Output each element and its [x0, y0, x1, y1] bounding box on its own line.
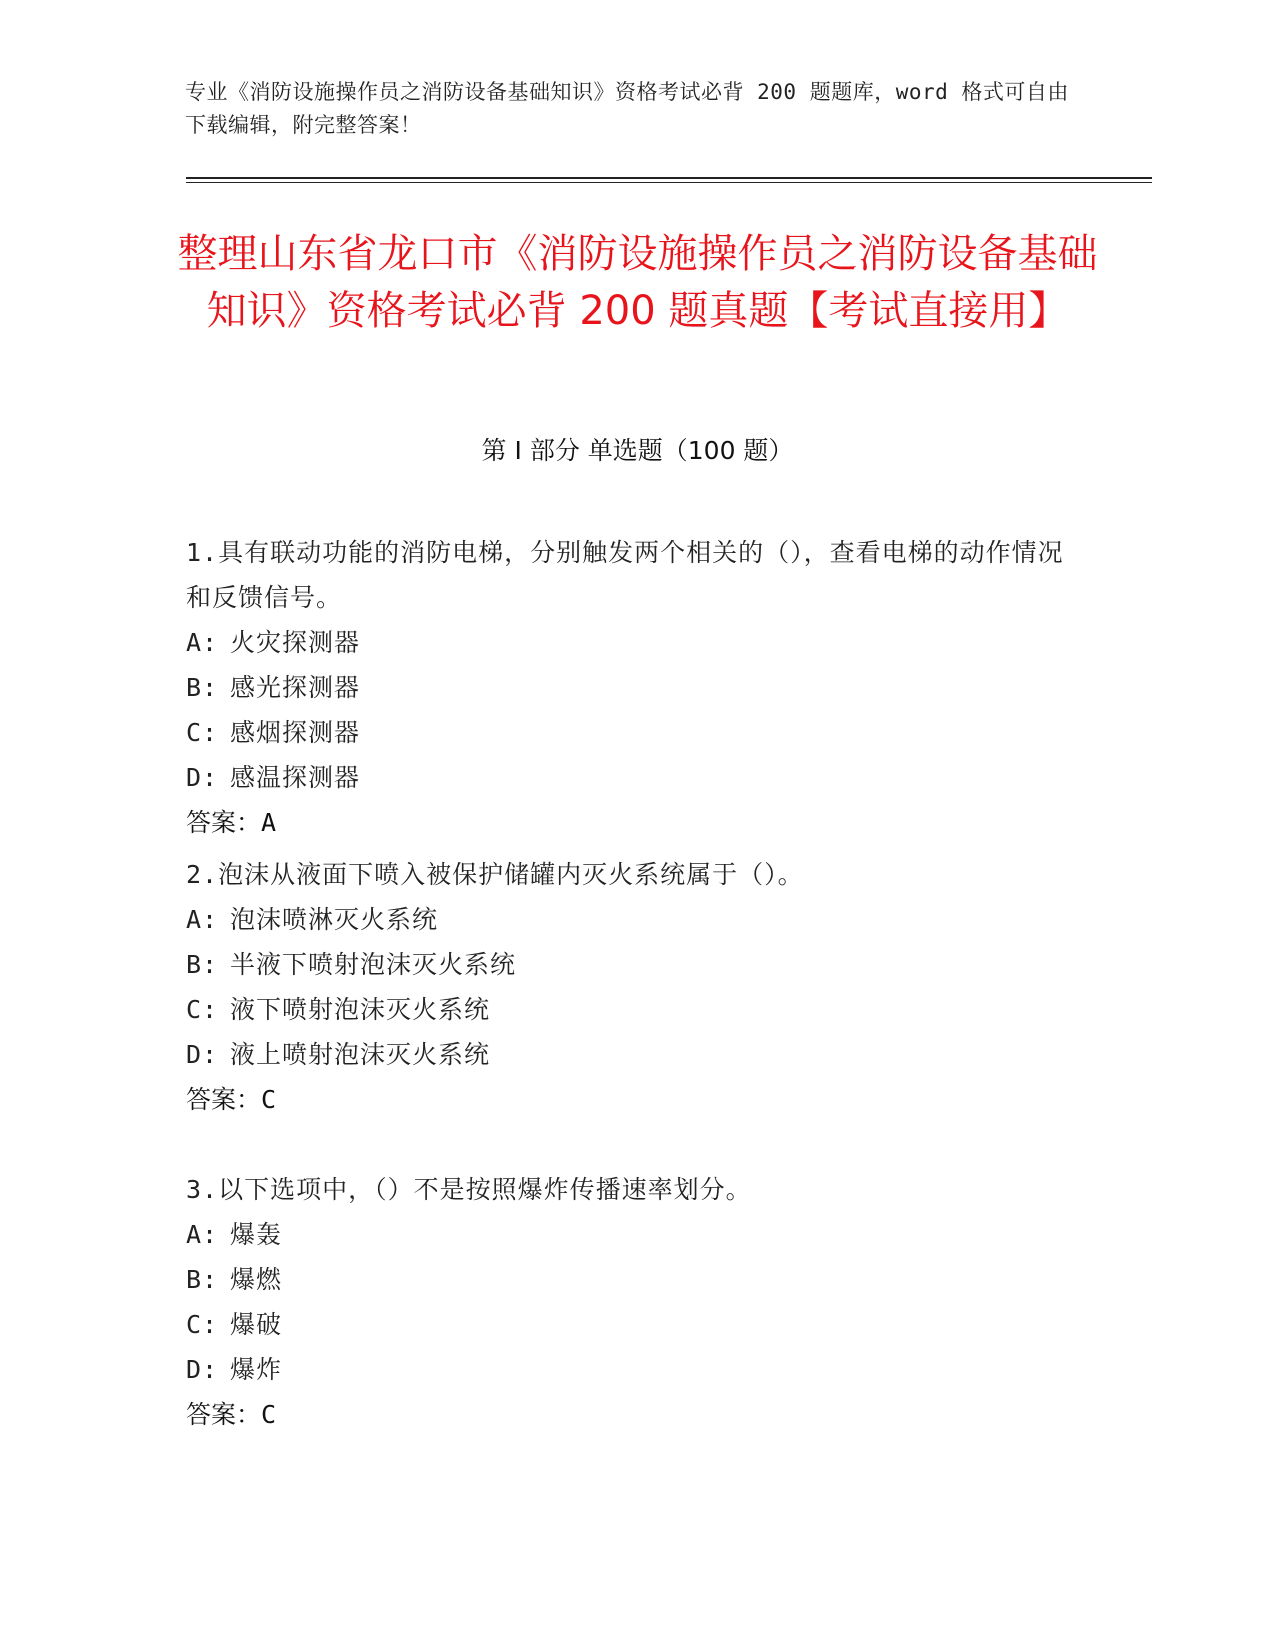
answer-label: 答案：	[186, 1085, 262, 1114]
option-c	[186, 1302, 1086, 1347]
option-text: 半液下喷射泡沫灭火系统	[230, 950, 517, 979]
option-key: D:	[186, 1355, 219, 1384]
option-text: 爆破	[230, 1310, 283, 1339]
answer-line	[186, 1392, 1086, 1437]
option-text: 感烟探测器	[230, 718, 361, 747]
option-text: 感温探测器	[230, 763, 361, 792]
option-d	[186, 755, 1086, 800]
option-key: C:	[186, 1310, 219, 1339]
question-text: 3.以下选项中，（）不是按照爆炸传播速率划分。	[186, 1175, 752, 1204]
option-text: 爆轰	[230, 1220, 283, 1249]
option-text: 爆炸	[230, 1355, 283, 1384]
option-b	[186, 942, 1086, 987]
option-text: 感光探测器	[230, 673, 361, 702]
document-title: 整理山东省龙口市《消防设施操作员之消防设备基础知识》资格考试必背 200 题真题【考试直接用】	[177, 231, 1098, 334]
question-text: 1.具有联动功能的消防电梯，分别触发两个相关的（），查看电梯的动作情况和反馈信号。	[186, 538, 1064, 612]
option-text: 液下喷射泡沫灭火系统	[230, 995, 491, 1024]
option-text: 泡沫喷淋灭火系统	[230, 905, 439, 934]
option-key: B:	[186, 673, 219, 702]
answer-value: A	[261, 808, 277, 837]
answer-line	[186, 800, 1086, 845]
header-rule-thin	[186, 182, 1152, 183]
option-a	[186, 897, 1086, 942]
option-key: C:	[186, 718, 219, 747]
option-text: 爆燃	[230, 1265, 283, 1294]
option-a	[186, 1212, 1086, 1257]
option-d	[186, 1347, 1086, 1392]
option-c	[186, 987, 1086, 1032]
question-3	[186, 1167, 1086, 1437]
answer-value: C	[261, 1400, 277, 1429]
option-text: 液上喷射泡沫灭火系统	[230, 1040, 491, 1069]
option-b	[186, 665, 1086, 710]
option-text: 火灾探测器	[230, 628, 361, 657]
option-key: A:	[186, 1220, 219, 1249]
option-key: A:	[186, 628, 219, 657]
option-key: B:	[186, 1265, 219, 1294]
option-d	[186, 1032, 1086, 1077]
option-key: C:	[186, 995, 219, 1024]
option-key: B:	[186, 950, 219, 979]
answer-value: C	[261, 1085, 277, 1114]
answer-label: 答案：	[186, 1400, 262, 1429]
option-key: A:	[186, 905, 219, 934]
option-c	[186, 710, 1086, 755]
header-note: 专业《消防设施操作员之消防设备基础知识》资格考试必背 200 题题库，word 格式可自由下载编辑，附完整答案！	[185, 80, 1069, 137]
section-heading: 第 I 部分 单选题（100 题）	[481, 436, 794, 465]
option-key: D:	[186, 1040, 219, 1069]
header-rule-thick	[186, 177, 1152, 179]
option-key: D:	[186, 763, 219, 792]
question-2	[186, 852, 1086, 1122]
option-a	[186, 620, 1086, 665]
option-b	[186, 1257, 1086, 1302]
answer-label: 答案：	[186, 808, 262, 837]
answer-line	[186, 1077, 1086, 1122]
question-1	[186, 530, 1086, 845]
question-text: 2.泡沫从液面下喷入被保护储罐内灭火系统属于（）。	[186, 860, 804, 889]
